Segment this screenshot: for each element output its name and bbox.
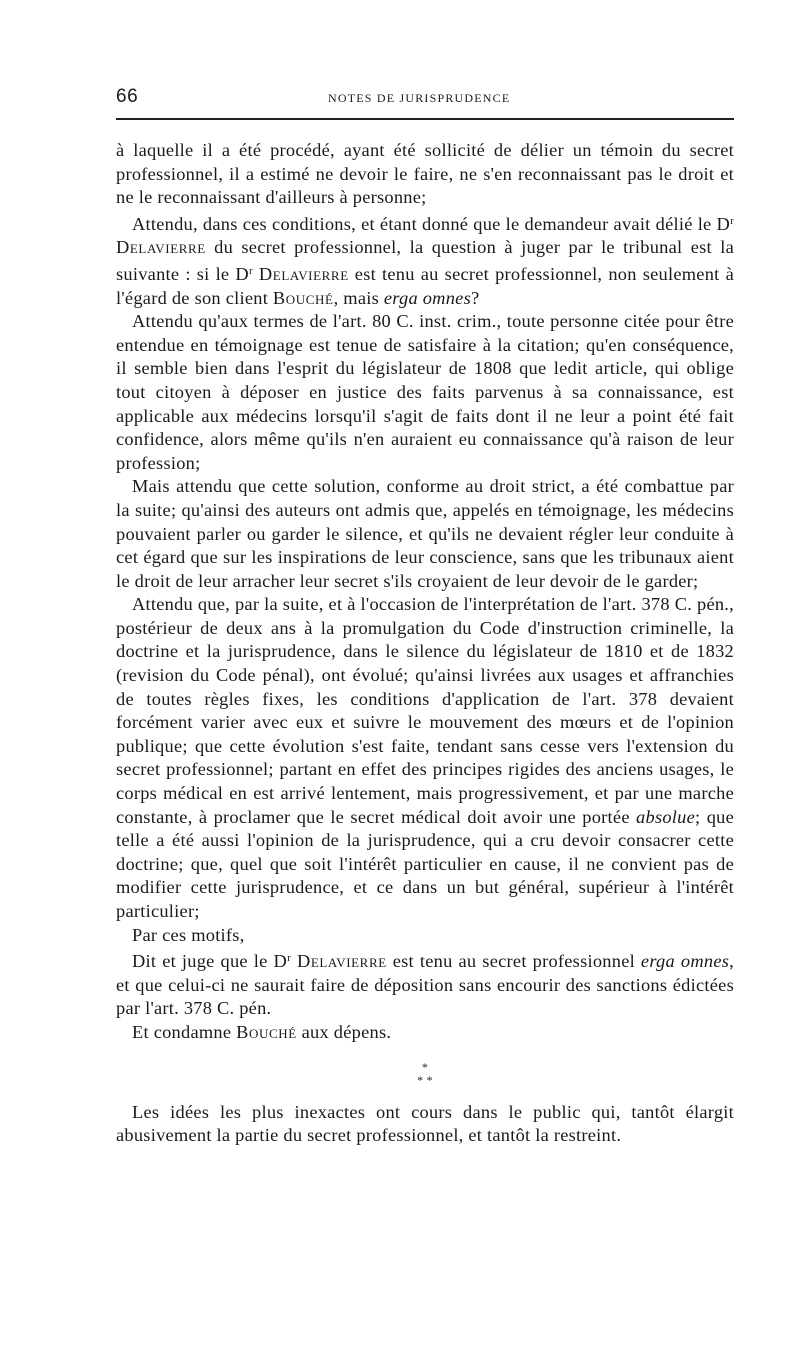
person-name: Delavierre bbox=[258, 263, 349, 284]
person-name: Bouché bbox=[272, 287, 334, 308]
section-asterism bbox=[116, 1061, 734, 1087]
asterism-bottom: * * bbox=[417, 1072, 433, 1087]
paragraph-attendu-3 bbox=[116, 593, 734, 923]
text-run: Attendu, dans ces conditions, et étant donné que le demandeur avait délié le D bbox=[132, 213, 731, 234]
document-page bbox=[116, 86, 735, 1146]
text-run: ? bbox=[470, 287, 480, 308]
italic-phrase: erga omnes bbox=[640, 951, 730, 972]
person-name: Bouché bbox=[236, 1021, 297, 1042]
running-title: NOTES DE JURISPRUDENCE bbox=[328, 91, 511, 105]
text-run: ; que telle a été aussi l'opinion de la jurisprudence, qui a cru devoir consacrer cette doctrine; que, quel que soit l'intérêt particulier en cause, il ne convient pas de modifier cette jurisprudence, et ce dans un but général, supérieur à l'intérêt particulier; bbox=[116, 806, 734, 921]
superscript: r bbox=[248, 264, 253, 277]
text-run: Et condamne bbox=[132, 1021, 237, 1042]
paragraph-attendu-1 bbox=[116, 210, 734, 310]
paragraph-condamne bbox=[116, 1021, 734, 1045]
paragraph-commentary: Les idées les plus inexactes ont cours dans le public qui, tantôt élargit abusivement la partie du secret professionnel, et tantôt la restreint. bbox=[116, 1101, 734, 1146]
person-name: Delavierre bbox=[116, 237, 206, 258]
superscript: r bbox=[287, 952, 291, 965]
asterism-top: * bbox=[421, 1059, 429, 1074]
text-run: du secret professionnel, la question à juger par le tribunal est la suivante : si le D bbox=[116, 237, 734, 284]
header-rule bbox=[116, 118, 734, 120]
text-run: est tenu au secret professionnel, non seulement à l'égard de son client bbox=[116, 263, 734, 308]
body-text bbox=[116, 139, 734, 1148]
paragraph-dit-et-juge bbox=[116, 947, 734, 1021]
paragraph-continuation: à laquelle il a été procédé, ayant été sollicité de délier un témoin du secret professionnel, il a estimé ne devoir le faire, ne s'en reconnaissant pas le droit et ne le reconnaissant d'ailleurs à personne; bbox=[116, 140, 734, 208]
text-run: aux dépens. bbox=[296, 1021, 392, 1042]
text-run: , mais bbox=[333, 287, 384, 308]
paragraph-attendu-2: Attendu qu'aux termes de l'art. 80 C. inst. crim., toute personne citée pour être entendue en témoignage est tenue de satisfaire à la citation; qu'en conséquence, il semble bien dans l'esprit du législateur de 1808 que ledit article, qui oblige tout citoyen à déposer en justice des faits parvenus à sa connaissance, est applicable aux médecins lorsqu'il s'agit de faits dont il ne leur a point été fait confidence, alors même qu'ils n'en auraient eu connaissance qu'à raison de leur profession; bbox=[116, 311, 734, 473]
text-run: Dit et juge que le D bbox=[132, 951, 288, 972]
person-name: Delavierre bbox=[296, 951, 387, 972]
page-number: 66 bbox=[116, 86, 139, 107]
paragraph-mais-attendu: Mais attendu que cette solution, conforme au droit strict, a été combattue par la suite; qu'ainsi des auteurs ont admis que, appelés en témoignage, les médecins pouvaient parler ou garder le silence, et qu'ils ne devaient régler leur conduite à cet égard que sur les inspirations de leur conscience, sans que les tribunaux aient le droit de leur arracher leur secret s'ils croyaient de leur devoir de le garder; bbox=[116, 476, 734, 591]
text-run: Attendu que, par la suite, et à l'occasion de l'interprétation de l'art. 378 C. pén., postérieur de deux ans à la promulgation du Code d'instruction criminelle, la doctrine et la jurisprudence, dans le silence du législateur de 1810 et de 1832 (revision du Code pénal), ont évolué; qu'ainsi livrées aux usages et affranchies de toutes règles fixes, les conditions d'application de l'art. 378 devaient forcément varier avec eux et suivre le mouvement des mœurs et de l'opinion publique; que cette évolution s'est faite, tendant sans cesse vers l'extension du secret professionnel; partant en effet des principes rigides des anciens usages, le corps médical en est arrivé lentement, mais progressivement, et par une marche constante, à proclamer que le secret médical doit avoir une portée bbox=[116, 594, 734, 827]
superscript: r bbox=[730, 214, 734, 227]
text-run: , et que celui-ci ne saurait faire de déposition sans encourir des sanctions édictées par l'art. 378 C. pén. bbox=[116, 951, 735, 1019]
paragraph-par-ces-motifs: Par ces motifs, bbox=[132, 924, 245, 945]
text-run: est tenu au secret professionnel bbox=[386, 951, 641, 972]
italic-phrase: erga omnes bbox=[383, 287, 471, 308]
page-header bbox=[116, 86, 734, 114]
italic-phrase: absolue bbox=[636, 806, 696, 827]
